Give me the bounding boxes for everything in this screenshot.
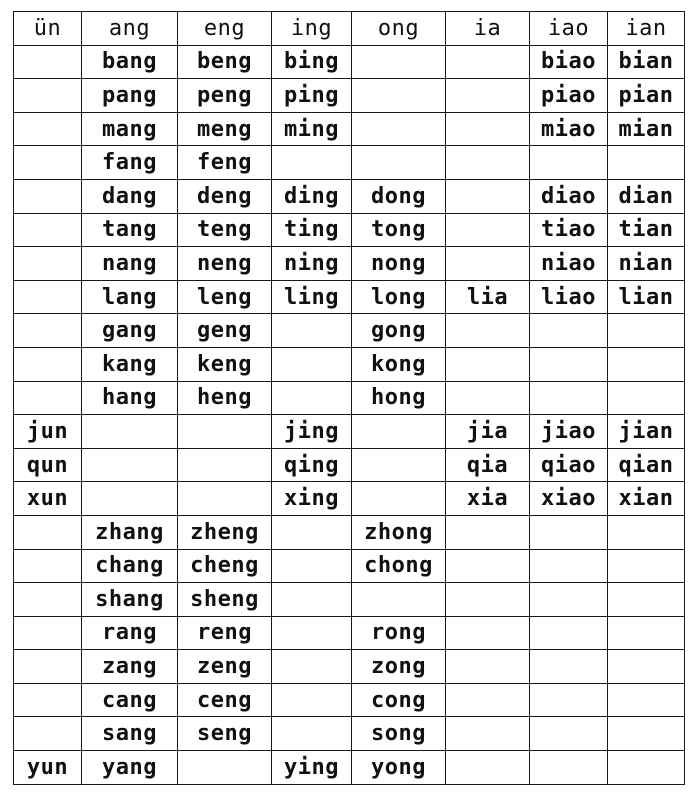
table-cell: [14, 347, 82, 381]
table-cell: qian: [608, 448, 685, 482]
table-cell: neng: [178, 247, 272, 281]
table-cell: [272, 347, 352, 381]
table-cell: [530, 146, 608, 180]
table-cell: [530, 314, 608, 348]
table-cell: [272, 314, 352, 348]
table-cell: ling: [272, 280, 352, 314]
table-row: [14, 549, 685, 583]
table-cell: zhang: [82, 515, 178, 549]
table-cell: ding: [272, 179, 352, 213]
table-cell: ting: [272, 213, 352, 247]
table-cell: zong: [352, 650, 446, 684]
table-row: [14, 112, 685, 146]
pinyin-chart: [13, 11, 684, 795]
table-cell: xiao: [530, 482, 608, 516]
table-cell: zhong: [352, 515, 446, 549]
header-cell-eng: eng: [178, 12, 272, 46]
table-cell: [608, 314, 685, 348]
table-row: [14, 415, 685, 449]
table-cell: xing: [272, 482, 352, 516]
table-cell: [352, 583, 446, 617]
table-cell: [14, 247, 82, 281]
table-cell: heng: [178, 381, 272, 415]
table-cell: deng: [178, 179, 272, 213]
table-row: [14, 448, 685, 482]
table-row: [14, 616, 685, 650]
table-cell: seng: [178, 717, 272, 751]
table-cell: yun: [14, 751, 82, 785]
table-cell: qing: [272, 448, 352, 482]
table-row: [14, 583, 685, 617]
table-cell: qun: [14, 448, 82, 482]
table-cell: shang: [82, 583, 178, 617]
table-cell: [14, 549, 82, 583]
table-cell: bang: [82, 45, 178, 79]
table-cell: ping: [272, 79, 352, 113]
table-row: [14, 381, 685, 415]
table-cell: [82, 415, 178, 449]
table-cell: [352, 146, 446, 180]
table-cell: [14, 179, 82, 213]
table-row: [14, 314, 685, 348]
table-cell: [446, 79, 530, 113]
table-cell: ceng: [178, 683, 272, 717]
table-cell: liao: [530, 280, 608, 314]
table-cell: chong: [352, 549, 446, 583]
table-cell: hong: [352, 381, 446, 415]
table-cell: jiao: [530, 415, 608, 449]
table-cell: [446, 179, 530, 213]
header-cell-ing: ing: [272, 12, 352, 46]
table-cell: [14, 381, 82, 415]
table-row: [14, 717, 685, 751]
table-cell: [352, 79, 446, 113]
table-cell: keng: [178, 347, 272, 381]
table-cell: qiao: [530, 448, 608, 482]
table-cell: [14, 616, 82, 650]
table-cell: [82, 482, 178, 516]
table-cell: kang: [82, 347, 178, 381]
table-cell: ying: [272, 751, 352, 785]
table-row: [14, 280, 685, 314]
table-cell: mian: [608, 112, 685, 146]
table-cell: zheng: [178, 515, 272, 549]
table-cell: zang: [82, 650, 178, 684]
table-cell: long: [352, 280, 446, 314]
table-cell: feng: [178, 146, 272, 180]
table-cell: [14, 79, 82, 113]
table-cell: [352, 482, 446, 516]
table-cell: [608, 583, 685, 617]
table-cell: ning: [272, 247, 352, 281]
table-cell: [14, 583, 82, 617]
table-cell: [352, 415, 446, 449]
table-cell: nian: [608, 247, 685, 281]
table-cell: [446, 650, 530, 684]
table-cell: [446, 583, 530, 617]
table-cell: dang: [82, 179, 178, 213]
table-cell: [272, 616, 352, 650]
header-cell-un: ün: [14, 12, 82, 46]
table-cell: [178, 482, 272, 516]
table-cell: [446, 751, 530, 785]
table-cell: [446, 515, 530, 549]
table-cell: [178, 415, 272, 449]
table-cell: [446, 717, 530, 751]
table-cell: biao: [530, 45, 608, 79]
table-cell: [14, 45, 82, 79]
table-cell: [14, 314, 82, 348]
table-cell: [272, 583, 352, 617]
table-cell: [530, 717, 608, 751]
table-cell: [272, 146, 352, 180]
table-cell: beng: [178, 45, 272, 79]
table-cell: [446, 247, 530, 281]
table-cell: hang: [82, 381, 178, 415]
table-cell: zeng: [178, 650, 272, 684]
table-cell: [530, 616, 608, 650]
table-cell: reng: [178, 616, 272, 650]
header-row: [14, 12, 685, 46]
table-cell: peng: [178, 79, 272, 113]
header-cell-iao: iao: [530, 12, 608, 46]
table-cell: [272, 381, 352, 415]
table-cell: dong: [352, 179, 446, 213]
table-cell: [178, 448, 272, 482]
table-row: [14, 347, 685, 381]
table-cell: [608, 683, 685, 717]
table-cell: [446, 347, 530, 381]
table-row: [14, 179, 685, 213]
table-cell: [446, 381, 530, 415]
table-cell: pang: [82, 79, 178, 113]
table-cell: geng: [178, 314, 272, 348]
table-cell: [82, 448, 178, 482]
table-cell: [608, 717, 685, 751]
table-cell: [178, 751, 272, 785]
table-cell: [530, 515, 608, 549]
table-row: [14, 79, 685, 113]
table-cell: [608, 650, 685, 684]
table-cell: chang: [82, 549, 178, 583]
table-cell: ming: [272, 112, 352, 146]
table-cell: [14, 280, 82, 314]
table-cell: [608, 549, 685, 583]
table-cell: yong: [352, 751, 446, 785]
table-cell: nang: [82, 247, 178, 281]
table-cell: jing: [272, 415, 352, 449]
table-row: [14, 482, 685, 516]
table-cell: [14, 112, 82, 146]
table-cell: [608, 515, 685, 549]
table-cell: [608, 616, 685, 650]
table-cell: [352, 448, 446, 482]
table-cell: qia: [446, 448, 530, 482]
table-cell: cang: [82, 683, 178, 717]
table-cell: xun: [14, 482, 82, 516]
table-cell: [446, 213, 530, 247]
table-cell: cheng: [178, 549, 272, 583]
table-cell: sang: [82, 717, 178, 751]
table-cell: dian: [608, 179, 685, 213]
table-cell: sheng: [178, 583, 272, 617]
table-cell: [272, 683, 352, 717]
table-cell: miao: [530, 112, 608, 146]
table-row: [14, 213, 685, 247]
table-cell: niao: [530, 247, 608, 281]
table-cell: pian: [608, 79, 685, 113]
table-cell: [530, 683, 608, 717]
table-cell: [608, 146, 685, 180]
table-cell: jia: [446, 415, 530, 449]
table-cell: [272, 717, 352, 751]
table-cell: rong: [352, 616, 446, 650]
table-cell: bian: [608, 45, 685, 79]
table-cell: [530, 381, 608, 415]
header-cell-ian: ian: [608, 12, 685, 46]
table-cell: [446, 616, 530, 650]
table-cell: xian: [608, 482, 685, 516]
table-cell: [14, 146, 82, 180]
table-cell: rang: [82, 616, 178, 650]
table-cell: yang: [82, 751, 178, 785]
table-cell: [446, 45, 530, 79]
table-cell: meng: [178, 112, 272, 146]
table-cell: tong: [352, 213, 446, 247]
table-cell: gang: [82, 314, 178, 348]
table-cell: nong: [352, 247, 446, 281]
table-cell: [530, 347, 608, 381]
table-cell: [446, 683, 530, 717]
table-cell: tang: [82, 213, 178, 247]
table-cell: [352, 45, 446, 79]
table-cell: [14, 650, 82, 684]
table-cell: [446, 549, 530, 583]
table-cell: [608, 347, 685, 381]
table-row: [14, 683, 685, 717]
table-row: [14, 751, 685, 785]
header-cell-ang: ang: [82, 12, 178, 46]
table-cell: [608, 381, 685, 415]
table-cell: [272, 549, 352, 583]
table-cell: lian: [608, 280, 685, 314]
table-cell: [446, 314, 530, 348]
table-cell: [446, 146, 530, 180]
table-cell: [272, 515, 352, 549]
table-cell: [530, 549, 608, 583]
table-cell: bing: [272, 45, 352, 79]
table-cell: leng: [178, 280, 272, 314]
table-cell: [530, 650, 608, 684]
table-cell: tian: [608, 213, 685, 247]
table-row: [14, 650, 685, 684]
header-cell-ia: ia: [446, 12, 530, 46]
table-cell: xia: [446, 482, 530, 516]
header-cell-ong: ong: [352, 12, 446, 46]
table-cell: [14, 683, 82, 717]
table-row: [14, 247, 685, 281]
table-cell: lia: [446, 280, 530, 314]
table-cell: jian: [608, 415, 685, 449]
table-cell: diao: [530, 179, 608, 213]
table-cell: [14, 515, 82, 549]
table-cell: lang: [82, 280, 178, 314]
pinyin-table: [13, 11, 685, 785]
table-row: [14, 515, 685, 549]
table-cell: [446, 112, 530, 146]
table-cell: tiao: [530, 213, 608, 247]
table-cell: kong: [352, 347, 446, 381]
table-cell: fang: [82, 146, 178, 180]
table-cell: [272, 650, 352, 684]
table-cell: [608, 751, 685, 785]
table-row: [14, 146, 685, 180]
table-row: [14, 45, 685, 79]
table-cell: cong: [352, 683, 446, 717]
table-cell: [14, 717, 82, 751]
table-cell: piao: [530, 79, 608, 113]
table-cell: [530, 751, 608, 785]
table-cell: jun: [14, 415, 82, 449]
table-cell: mang: [82, 112, 178, 146]
table-cell: teng: [178, 213, 272, 247]
table-cell: gong: [352, 314, 446, 348]
table-cell: [352, 112, 446, 146]
table-cell: song: [352, 717, 446, 751]
table-cell: [14, 213, 82, 247]
table-cell: [530, 583, 608, 617]
